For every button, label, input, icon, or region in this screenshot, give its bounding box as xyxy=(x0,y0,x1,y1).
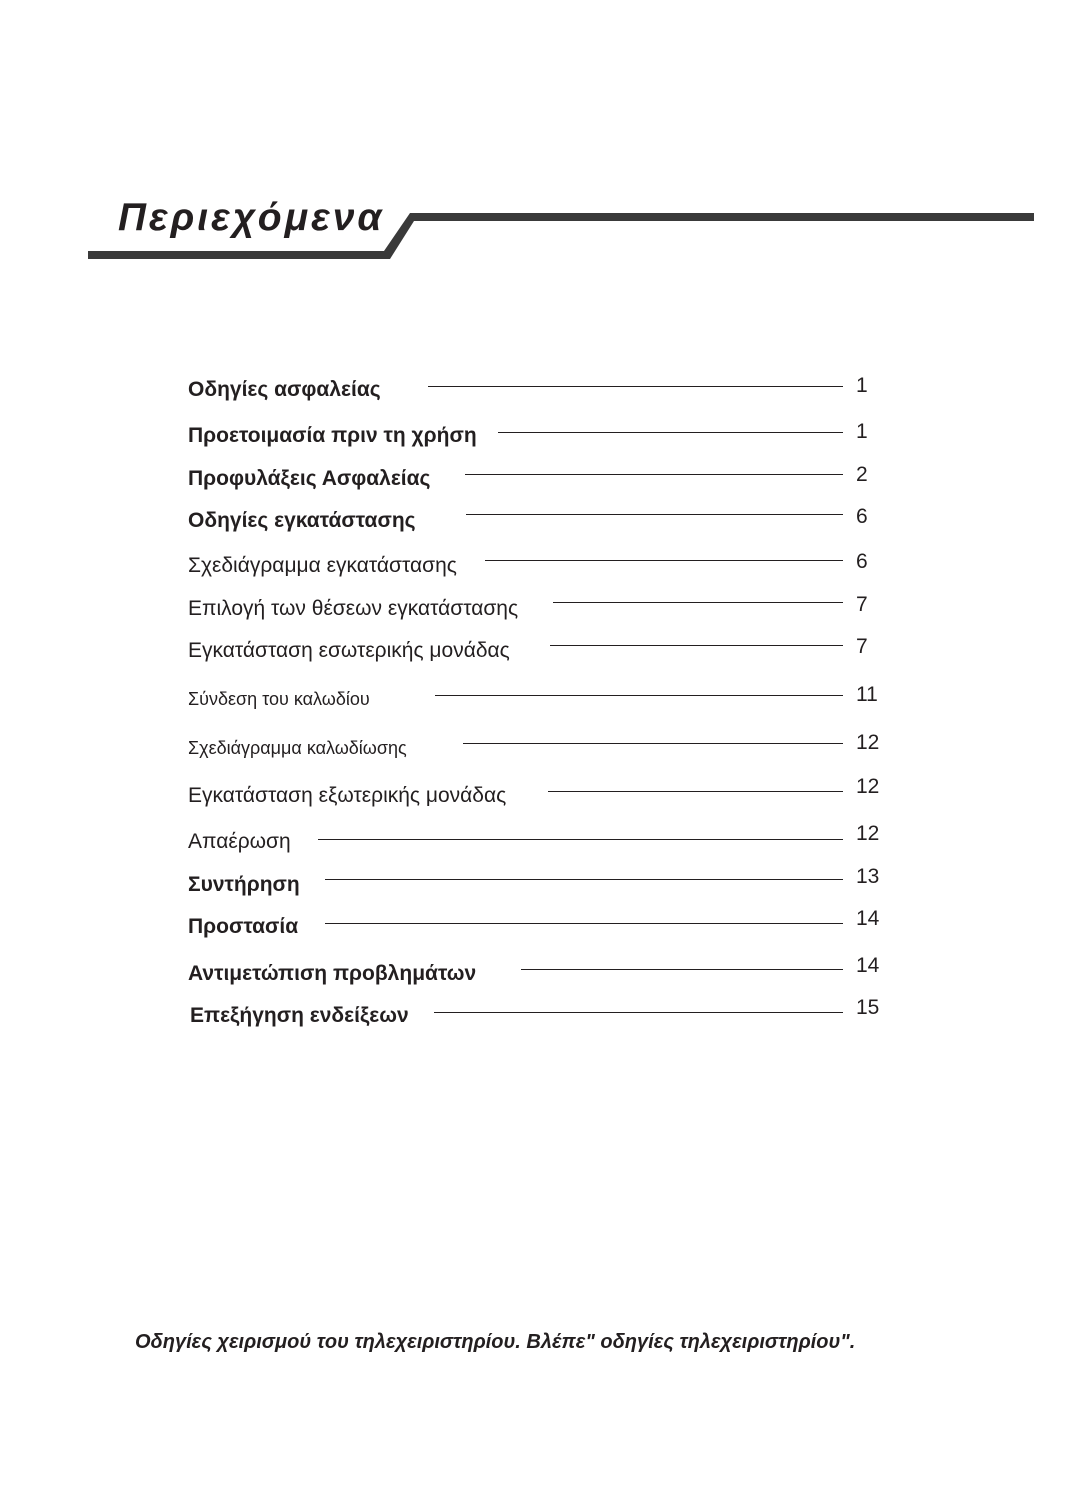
page-title: Περιεχόμενα xyxy=(118,196,385,239)
toc-entry[interactable] xyxy=(188,678,888,708)
toc-entry-page: 11 xyxy=(856,683,878,706)
toc-leader xyxy=(498,432,843,433)
toc-entry[interactable] xyxy=(188,546,888,576)
toc-entry-page: 2 xyxy=(856,463,868,486)
toc-entry-label: Σχεδιάγραμμα εγκατάστασης xyxy=(188,554,457,577)
toc-entry-label: Απαέρωση xyxy=(188,830,291,853)
toc-leader xyxy=(428,386,843,387)
toc-entry-page: 12 xyxy=(856,775,880,798)
toc-entry[interactable] xyxy=(188,589,888,619)
toc-leader xyxy=(434,1012,843,1013)
toc-entry-label: Προφυλάξεις Ασφαλείας xyxy=(188,467,431,490)
toc-leader xyxy=(550,645,843,646)
toc-entry-page: 1 xyxy=(856,374,868,397)
toc-entry-page: 6 xyxy=(856,550,868,573)
toc-entry-label: Αντιμετώπιση προβλημάτων xyxy=(188,962,477,985)
toc-entry[interactable] xyxy=(188,727,888,757)
remote-control-note: Οδηγίες χειρισμού του τηλεχειριστηρίου. Βλέπε" οδηγίες τηλεχειριστηρίου". xyxy=(135,1331,856,1353)
toc-leader xyxy=(466,514,843,515)
toc-leader xyxy=(521,969,843,970)
toc-entry-label: Προστασία xyxy=(188,915,299,938)
toc-entry-page: 1 xyxy=(856,420,868,443)
toc-entry-page: 15 xyxy=(856,996,880,1019)
toc-leader xyxy=(435,695,843,696)
toc-entry-label: Σχεδιάγραμμα καλωδίωσης xyxy=(188,738,407,758)
toc-entry-page: 14 xyxy=(856,954,880,977)
toc-entry-label: Εγκατάσταση εσωτερικής μονάδας xyxy=(188,639,510,662)
toc-leader xyxy=(463,743,843,744)
toc-leader xyxy=(325,923,843,924)
toc-entry-label: Σύνδεση του καλωδίου xyxy=(188,689,370,709)
toc-entry[interactable] xyxy=(188,370,888,400)
toc-entry-label: Προετοιμασία πριν τη χρήση xyxy=(188,424,477,447)
toc-entry[interactable] xyxy=(188,954,888,984)
toc-entry-page: 13 xyxy=(856,865,880,888)
toc-leader xyxy=(548,791,843,792)
toc-entry-label: Εγκατάσταση εξωτερικής μονάδας xyxy=(188,784,507,807)
toc-entry-page: 7 xyxy=(856,593,868,616)
toc-entry[interactable] xyxy=(188,865,888,895)
toc-leader xyxy=(465,474,843,475)
toc-entry-label: Οδηγίες ασφαλείας xyxy=(188,378,381,401)
toc-entry[interactable] xyxy=(188,996,888,1026)
toc-entry-label: Συντήρηση xyxy=(188,873,300,896)
toc-leader xyxy=(485,560,843,561)
toc-entry-label: Οδηγίες εγκατάστασης xyxy=(188,509,416,532)
toc-entry-label: Επεξήγηση ενδείξεων xyxy=(190,1004,409,1027)
toc-entry-page: 7 xyxy=(856,635,868,658)
toc-entry[interactable] xyxy=(188,631,888,661)
toc-entry-page: 12 xyxy=(856,822,880,845)
toc-entry-page: 12 xyxy=(856,731,880,754)
toc-entry-page: 6 xyxy=(856,505,868,528)
toc-entry[interactable] xyxy=(188,907,888,937)
toc-entry[interactable] xyxy=(188,416,888,446)
toc-entry[interactable] xyxy=(188,501,888,531)
toc-leader xyxy=(325,879,843,880)
toc-entry[interactable] xyxy=(188,822,888,852)
toc-leader xyxy=(553,602,843,603)
toc-entry[interactable] xyxy=(188,776,888,806)
toc-entry[interactable] xyxy=(188,459,888,489)
toc-leader xyxy=(318,839,843,840)
toc-entry-label: Επιλογή των θέσεων εγκατάστασης xyxy=(188,597,519,620)
toc-entry-page: 14 xyxy=(856,907,880,930)
